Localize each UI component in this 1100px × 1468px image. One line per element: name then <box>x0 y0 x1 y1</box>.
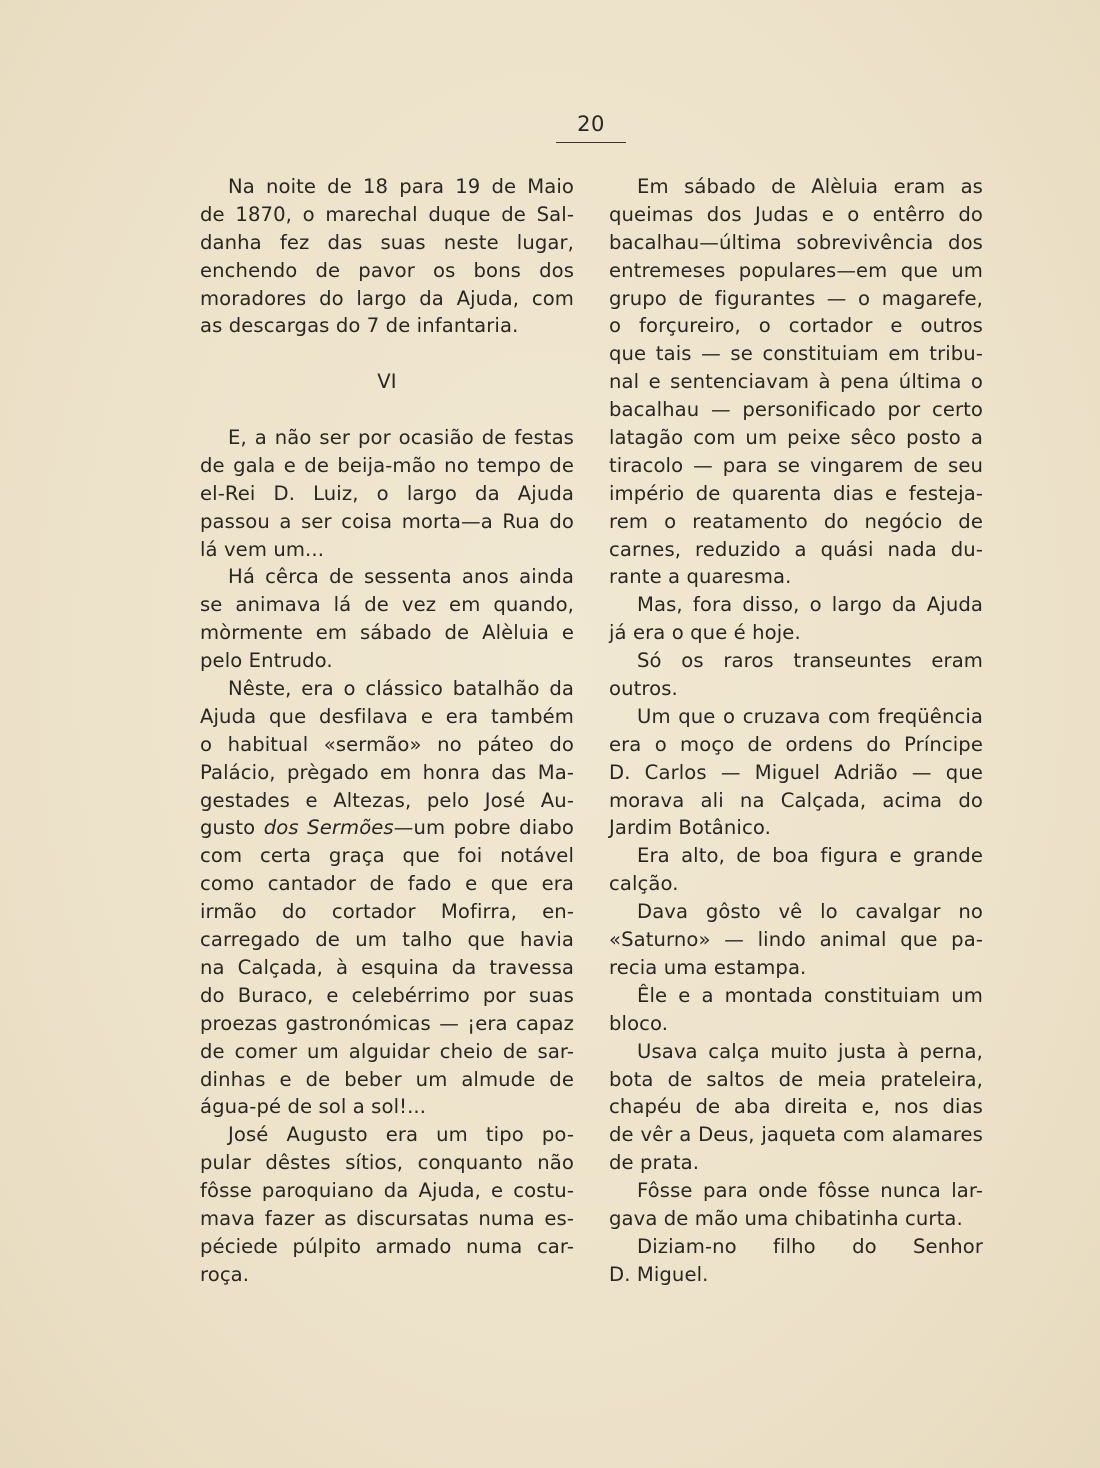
text-line: de vêr a Deus, jaqueta com alamares <box>609 1123 983 1147</box>
text-line: já era o que é hoje. <box>609 621 801 645</box>
text-line: as descargas do 7 de infantaria. <box>200 314 519 338</box>
section-heading: VI <box>377 370 397 394</box>
line-gap <box>200 396 574 424</box>
text-line: el-Rei D. Luiz, o largo da Ajuda <box>200 481 574 505</box>
text-line: «Saturno» — lindo animal que pa- <box>609 928 983 952</box>
text-line: Era alto, de boa figura e grande <box>637 844 983 868</box>
text-line: de prata. <box>609 1151 700 1175</box>
text-line: grupo de figurantes — o magarefe, <box>609 286 983 310</box>
text-line: roça. <box>200 1262 250 1286</box>
text-line: D. Carlos — Miguel Adrião — que <box>609 760 983 784</box>
text-line: nal e sentenciavam à pena última o <box>609 370 983 394</box>
text-line: chapéu de aba direita e, nos dias <box>609 1095 983 1119</box>
text-line: moradores do largo da Ajuda, com <box>200 286 574 310</box>
text-line: irmão do cortador Mofirra, en- <box>200 900 574 924</box>
text-line: que tais — se constituiam em tribu- <box>609 342 983 366</box>
italic-text-segment: dos Sermões <box>263 816 394 840</box>
text-segment: —um pobre diabo <box>393 816 574 840</box>
text-line: Ajuda que desfilava e era também <box>200 704 574 728</box>
text-line: carnes, reduzido a quási nada du- <box>609 537 983 561</box>
text-line: entremeses populares—em que um <box>609 258 983 282</box>
text-line: carregado de um talho que havia <box>200 928 574 952</box>
text-line: como cantador de fado e que era <box>200 872 574 896</box>
text-line: recia uma estampa. <box>609 955 807 979</box>
text-line: se animava lá de vez em quando, <box>200 593 574 617</box>
text-line: rante a quaresma. <box>609 565 792 589</box>
text-line: D. Miguel. <box>609 1262 709 1286</box>
text-line: Nêste, era o clássico batalhão da <box>228 677 574 701</box>
text-line: gestades e Altezas, pelo José Au- <box>200 788 574 812</box>
text-segment: gusto <box>200 816 264 840</box>
text-line: Um que o cruzava com freqüência <box>637 704 983 728</box>
page-number: 20 <box>556 112 626 143</box>
text-line: Em sábado de Alèluia eram as <box>637 175 983 198</box>
text-line: pelo Entrudo. <box>200 649 333 673</box>
text-line: rem o reatamento do negócio de <box>609 509 983 533</box>
text-line: Na noite de 18 para 19 de Maio <box>228 175 574 198</box>
text-line: gava de mão uma chibatinha curta. <box>609 1206 963 1230</box>
text-line: E, a não ser por ocasião de festas <box>228 426 574 450</box>
text-line <box>200 814 574 842</box>
text-line: de 1870, o marechal duque de Sal- <box>200 202 574 226</box>
text-line: era o moço de ordens do Príncipe <box>609 732 983 756</box>
text-line: bacalhau—última sobrevivência dos <box>609 230 983 254</box>
text-line: o habitual «sermão» no páteo do <box>200 732 574 756</box>
text-line: Diziam-no filho do Senhor <box>637 1234 983 1258</box>
text-line: passou a ser coisa morta—a Rua do <box>200 509 574 533</box>
text-line: pular dêstes sítios, conquanto não <box>200 1151 574 1175</box>
text-line: bacalhau — personificado por certo <box>609 398 983 422</box>
text-line: Usava calça muito justa à perna, <box>637 1039 983 1063</box>
text-line: outros. <box>609 677 678 701</box>
text-line: tiracolo — para se vingarem de seu <box>609 453 983 477</box>
text-line: bloco. <box>609 1011 669 1035</box>
text-line: o forçureiro, o cortador e outros <box>609 314 983 338</box>
text-line: morava ali na Calçada, acima do <box>609 788 983 812</box>
text-line: calção. <box>609 872 679 896</box>
text-line: José Augusto era um tipo po- <box>228 1123 574 1147</box>
text-line: com certa graça que foi notável <box>200 844 574 868</box>
text-line: do Buraco, e celebérrimo por suas <box>200 983 574 1007</box>
text-line: bota de saltos de meia prateleira, <box>609 1067 983 1091</box>
text-line: danha fez das suas neste lugar, <box>200 230 574 254</box>
text-line: Só os raros transeuntes eram <box>637 649 983 673</box>
text-line: péciede púlpito armado numa car- <box>200 1234 574 1258</box>
text-line: Mas, fora disso, o largo da Ajuda <box>637 593 983 617</box>
text-line: mava fazer as discursatas numa es- <box>200 1206 574 1230</box>
text-line: de gala e de beija-mão no tempo de <box>200 453 574 477</box>
text-line: Há cêrca de sessenta anos ainda <box>228 565 574 589</box>
text-line: enchendo de pavor os bons dos <box>200 258 574 282</box>
text-line: Fôsse para onde fôsse nunca lar- <box>637 1179 983 1203</box>
left-text-column <box>200 173 574 1289</box>
text-line: Palácio, prègado em honra das Ma- <box>200 760 574 784</box>
text-line: proezas gastronómicas — ¡era capaz <box>200 1011 574 1035</box>
text-line: lá vem um... <box>200 537 325 561</box>
text-line: dinhas e de beber um almude de <box>200 1067 574 1091</box>
text-line: na Calçada, à esquina da travessa <box>200 955 574 979</box>
text-line: império de quarenta dias e festeja- <box>609 481 983 505</box>
text-line: Jardim Botânico. <box>609 816 771 840</box>
right-text-column <box>609 173 983 1289</box>
line-gap <box>200 340 574 368</box>
text-line: Dava gôsto vê lo cavalgar no <box>637 900 983 924</box>
text-line: Êle e a montada constituiam um <box>637 983 983 1007</box>
text-line: queimas dos Judas e o entêrro do <box>609 202 983 226</box>
text-line: água-pé de sol a sol!... <box>200 1095 427 1119</box>
text-line: fôsse paroquiano da Ajuda, e costu- <box>200 1179 574 1203</box>
text-line: mòrmente em sábado de Alèluia e <box>200 621 574 645</box>
text-line: de comer um alguidar cheio de sar- <box>200 1039 574 1063</box>
text-line: latagão com um peixe sêco posto a <box>609 426 983 450</box>
